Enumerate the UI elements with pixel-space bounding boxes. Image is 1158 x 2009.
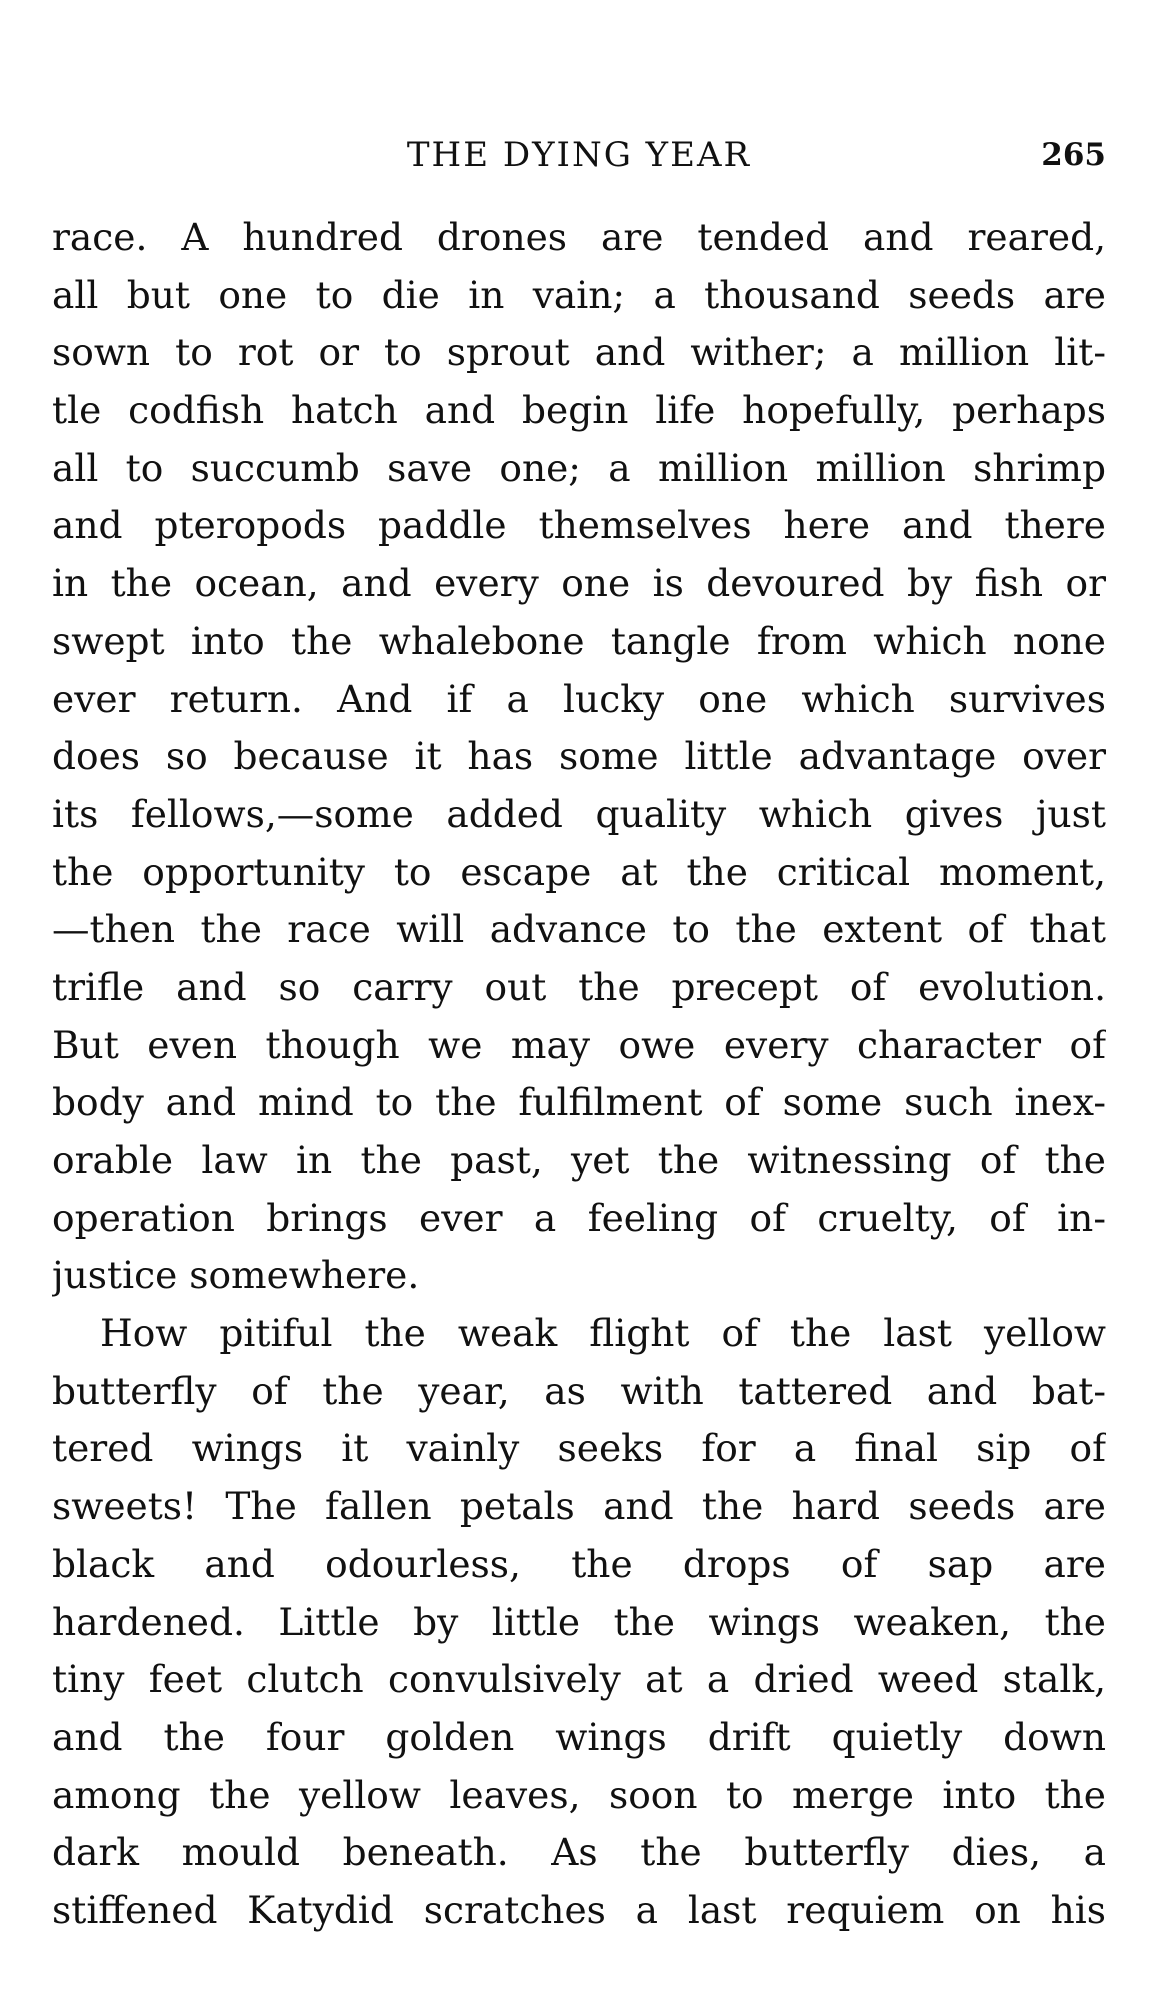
text-line: swept into the whalebone tangle from which none [52,618,1106,663]
text-line: But even though we may owe every character of [52,1022,1106,1067]
text-line: and pteropods paddle themselves here and there [52,503,1106,548]
text-line: its fellows,—some added quality which gives just [52,791,1106,836]
text-line: butterfly of the year, as with tattered and bat- [52,1368,1106,1413]
text-line: ever return. And if a lucky one which survives [52,676,1106,721]
text-line: among the yellow leaves, soon to merge into the [52,1772,1106,1817]
text-line: does so because it has some little advantage over [52,734,1106,779]
text-line: the opportunity to escape at the critical moment, [52,849,1106,894]
page-number: 265 [1041,137,1106,173]
text-line: in the ocean, and every one is devoured by fish or [52,561,1106,606]
paragraph-1 [52,209,1106,1305]
text-line: sown to rot or to sprout and wither; a million lit- [52,330,1106,375]
text-line: body and mind to the fulfilment of some such inex- [52,1080,1106,1125]
text-line: trifle and so carry out the precept of evolution. [52,964,1106,1009]
text-line: tered wings it vainly seeks for a final sip of [52,1426,1106,1471]
running-title: THE DYING YEAR [406,135,752,175]
text-line: How pitiful the weak flight of the last yellow [100,1311,1106,1356]
paragraph-2 [52,1305,1106,1940]
text-line: all to succumb save one; a million million shrimp [52,445,1106,490]
text-line: tiny feet clutch convulsively at a dried weed stalk, [52,1657,1106,1702]
page-header [52,130,1106,180]
text-line: stiffened Katydid scratches a last requiem on his [52,1887,1106,1932]
body-text [52,209,1106,1940]
text-line: sweets! The fallen petals and the hard seeds are [52,1484,1106,1529]
text-line: all but one to die in vain; a thousand seeds are [52,272,1106,317]
text-line: orable law in the past, yet the witnessing of the [52,1138,1106,1182]
text-line: operation brings ever a feeling of cruelty, of in- [52,1195,1106,1240]
text-line: and the four golden wings drift quietly down [52,1714,1106,1759]
text-line: hardened. Little by little the wings weaken, the [52,1599,1106,1644]
text-line: dark mould beneath. As the butterfly dies, a [52,1830,1106,1875]
text-line: race. A hundred drones are tended and reared, [52,215,1106,259]
text-line: justice somewhere. [52,1253,420,1298]
text-line: black and odourless, the drops of sap are [52,1541,1106,1586]
text-line: tle codfish hatch and begin life hopefully, perhaps [52,388,1106,433]
text-line: —then the race will advance to the extent of that [52,907,1106,952]
